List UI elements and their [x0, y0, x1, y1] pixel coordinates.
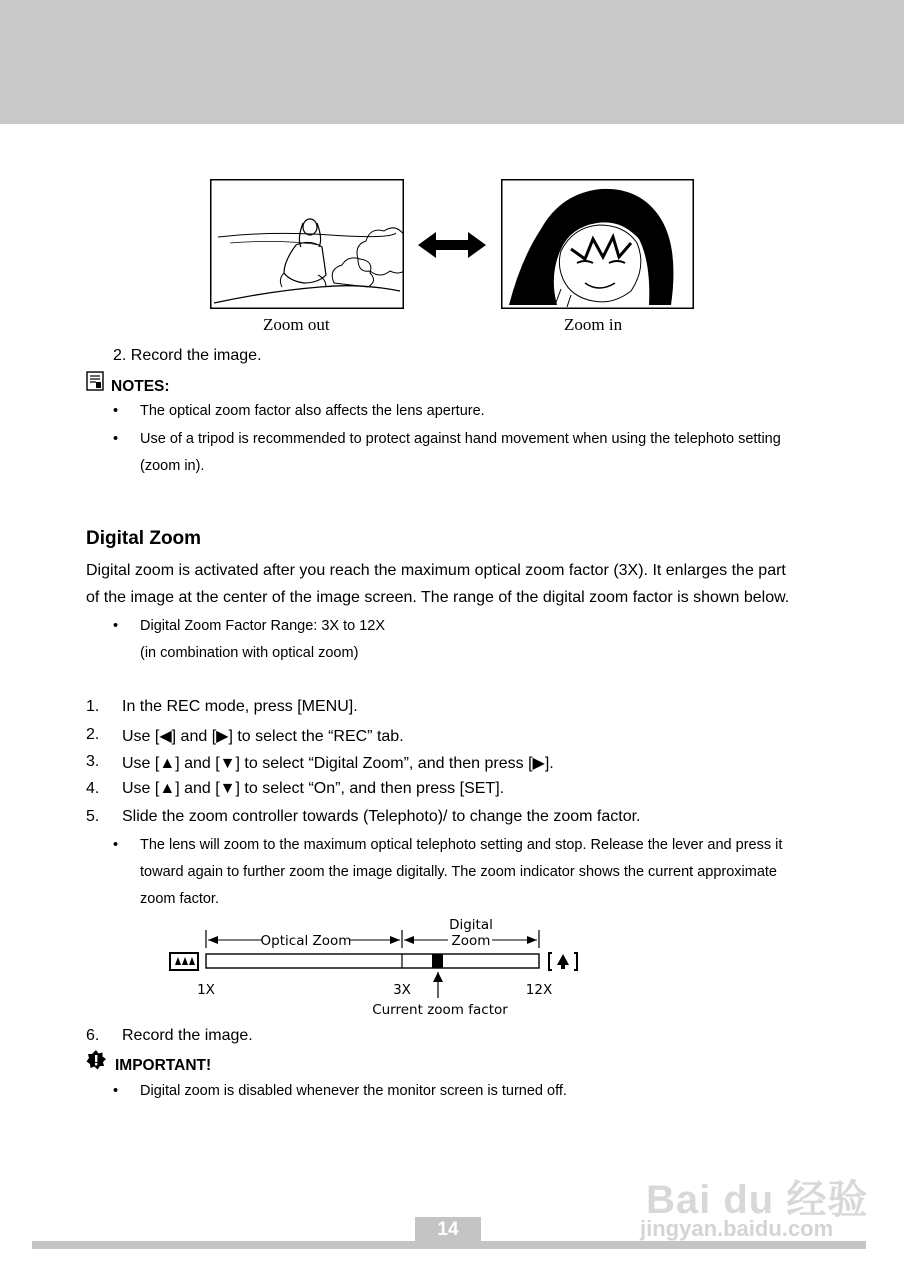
tick-1x: 1X	[197, 982, 215, 998]
watermark-url: jingyan.baidu.com	[640, 1216, 834, 1241]
step-record-image-optical: 2. Record the image.	[113, 347, 262, 364]
down-arrow-icon: ▼	[219, 780, 236, 797]
up-arrow-icon: ▲	[159, 780, 176, 797]
step-number: 4.	[86, 780, 100, 797]
down-arrow-icon: ▼	[219, 755, 236, 772]
wide-angle-icon	[170, 953, 198, 970]
step5-note-line: zoom factor.	[140, 891, 219, 907]
step-number: 1.	[86, 698, 100, 715]
up-arrow-icon: ▲	[159, 755, 176, 772]
zoom-indicator-diagram	[160, 912, 600, 1020]
section-paragraph-line: of the image at the center of the image screen. The range of the digital zoom factor is shown below.	[86, 589, 790, 606]
digital-zoom-label: Zoom	[451, 933, 491, 949]
zoom-in-illustration	[501, 179, 694, 309]
step-text: Record the image.	[122, 1027, 253, 1044]
up-arrow-icon	[433, 972, 443, 982]
important-heading: IMPORTANT!	[115, 1057, 212, 1074]
right-arrow-icon: ▶	[216, 728, 229, 745]
left-arrow-icon: ◀	[159, 728, 172, 745]
step-number: 3.	[86, 753, 100, 770]
step-number: 2.	[86, 726, 100, 743]
zoom-out-illustration	[210, 179, 404, 309]
important-item: • Digital zoom is disabled whenever the monitor screen is turned off.	[140, 1083, 567, 1099]
section-title: Digital Zoom	[86, 528, 202, 549]
range-note: (in combination with optical zoom)	[140, 645, 359, 661]
tick-12x: 12X	[525, 982, 553, 998]
page-number: 14	[415, 1217, 481, 1243]
notes-item-continued: (zoom in).	[140, 458, 205, 474]
telephoto-icon	[549, 953, 577, 970]
step5-note-line: • The lens will zoom to the maximum optical telephoto setting and stop. Release the lever and press it	[140, 837, 782, 853]
digital-zoom-label: Digital	[449, 917, 493, 933]
current-zoom-marker	[432, 954, 443, 968]
important-icon	[86, 1050, 106, 1070]
zoom-out-caption: Zoom out	[263, 315, 330, 334]
step-text: Use [▲] and [▼] to select “On”, and then press [SET].	[122, 780, 505, 797]
current-zoom-label: Current zoom factor	[372, 1002, 508, 1018]
step-number: 5.	[86, 808, 100, 825]
section-paragraph-line: Digital zoom is activated after you reach the maximum optical zoom factor (3X). It enlarges the part	[86, 562, 786, 579]
watermark-brand: Bai du 经验	[646, 1178, 869, 1222]
notes-item: • The optical zoom factor also affects the lens aperture.	[140, 403, 485, 419]
zoom-in-caption: Zoom in	[564, 315, 623, 334]
notes-heading: NOTES:	[111, 378, 170, 395]
header-band	[0, 0, 904, 124]
step-text: In the REC mode, press [MENU].	[122, 698, 358, 715]
notes-item: • Use of a tripod is recommended to protect against hand movement when using the telephoto setting	[140, 431, 781, 447]
step5-note-line: toward again to further zoom the image digitally. The zoom indicator shows the current approximate	[140, 864, 777, 880]
step-text: Use [▲] and [▼] to select “Digital Zoom”, and then press [▶].	[122, 755, 554, 772]
range-bullet: • Digital Zoom Factor Range: 3X to 12X	[140, 618, 385, 634]
optical-zoom-label: Optical Zoom	[260, 933, 352, 949]
double-arrow-icon	[418, 230, 486, 260]
step-text: Slide the zoom controller towards (Telephoto)/ to change the zoom factor.	[122, 808, 641, 825]
notes-icon	[86, 371, 104, 391]
tick-3x: 3X	[393, 982, 411, 998]
step-number: 6.	[86, 1027, 100, 1044]
right-arrow-icon: ▶	[532, 755, 545, 772]
step-text: Use [◀] and [▶] to select the “REC” tab.	[122, 728, 404, 745]
